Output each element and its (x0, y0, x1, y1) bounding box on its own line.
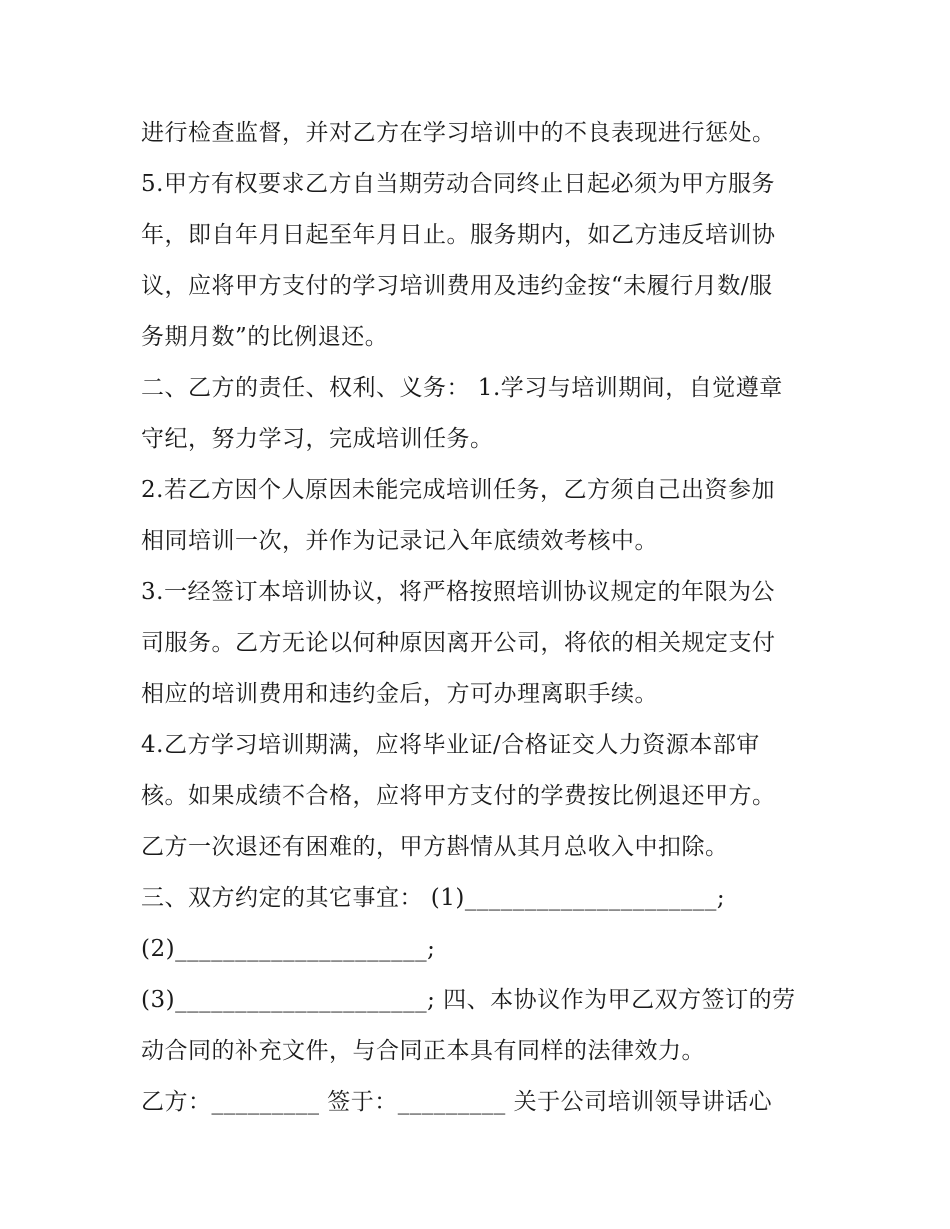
text-line-15: 乙方一次退还有困难的，甲方斟情从其月总收入中扣除。 (141, 834, 729, 860)
text-line-1: 进行检查监督，并对乙方在学习培训中的不良表现进行惩处。 (141, 120, 776, 146)
text-line-7: 守纪，努力学习，完成培训任务。 (141, 426, 494, 452)
text-line-10: 3.一经签订本培训协议，将严格按照培训协议规定的年限为公 (141, 579, 775, 605)
text-line-14: 核。如果成绩不合格，应将甲方支付的学费按比例退还甲方。 (141, 783, 776, 809)
text-line-6: 二、乙方的责任、权利、义务： 1.学习与培训期间，自觉遵章 (141, 375, 783, 401)
text-line-13: 4.乙方学习培训期满，应将毕业证/合格证交人力资源本部审 (141, 732, 760, 758)
text-line-19: 动合同的补充文件，与合同正本具有同样的法律效力。 (141, 1038, 705, 1064)
text-line-3: 年，即自年月日起至年月日止。服务期内，如乙方违反培训协 (141, 222, 776, 248)
text-line-11: 司服务。乙方无论以何种原因离开公司，将依的相关规定支付 (141, 630, 776, 656)
text-line-20: 乙方：_________ 签于：_________ 关于公司培训领导讲话心 (141, 1089, 773, 1115)
text-line-5: 务期月数”的比例退还。 (141, 324, 389, 350)
text-line-17: (2)_____________________; (141, 936, 436, 962)
text-line-16: 三、双方约定的其它事宜： (1)_____________________; (141, 885, 726, 911)
text-line-8: 2.若乙方因个人原因未能完成培训任务，乙方须自己出资参加 (141, 477, 775, 503)
text-line-9: 相同培训一次，并作为记录记入年底绩效考核中。 (141, 528, 658, 554)
text-line-4: 议，应将甲方支付的学习培训费用及违约金按“未履行月数/服 (141, 273, 773, 299)
text-line-2: 5.甲方有权要求乙方自当期劳动合同终止日起必须为甲方服务 (141, 171, 775, 197)
text-line-12: 相应的培训费用和违约金后，方可办理离职手续。 (141, 681, 658, 707)
text-line-18: (3)_____________________; 四、本协议作为甲乙双方签订的劳 (141, 987, 796, 1013)
document-body (141, 108, 821, 1128)
